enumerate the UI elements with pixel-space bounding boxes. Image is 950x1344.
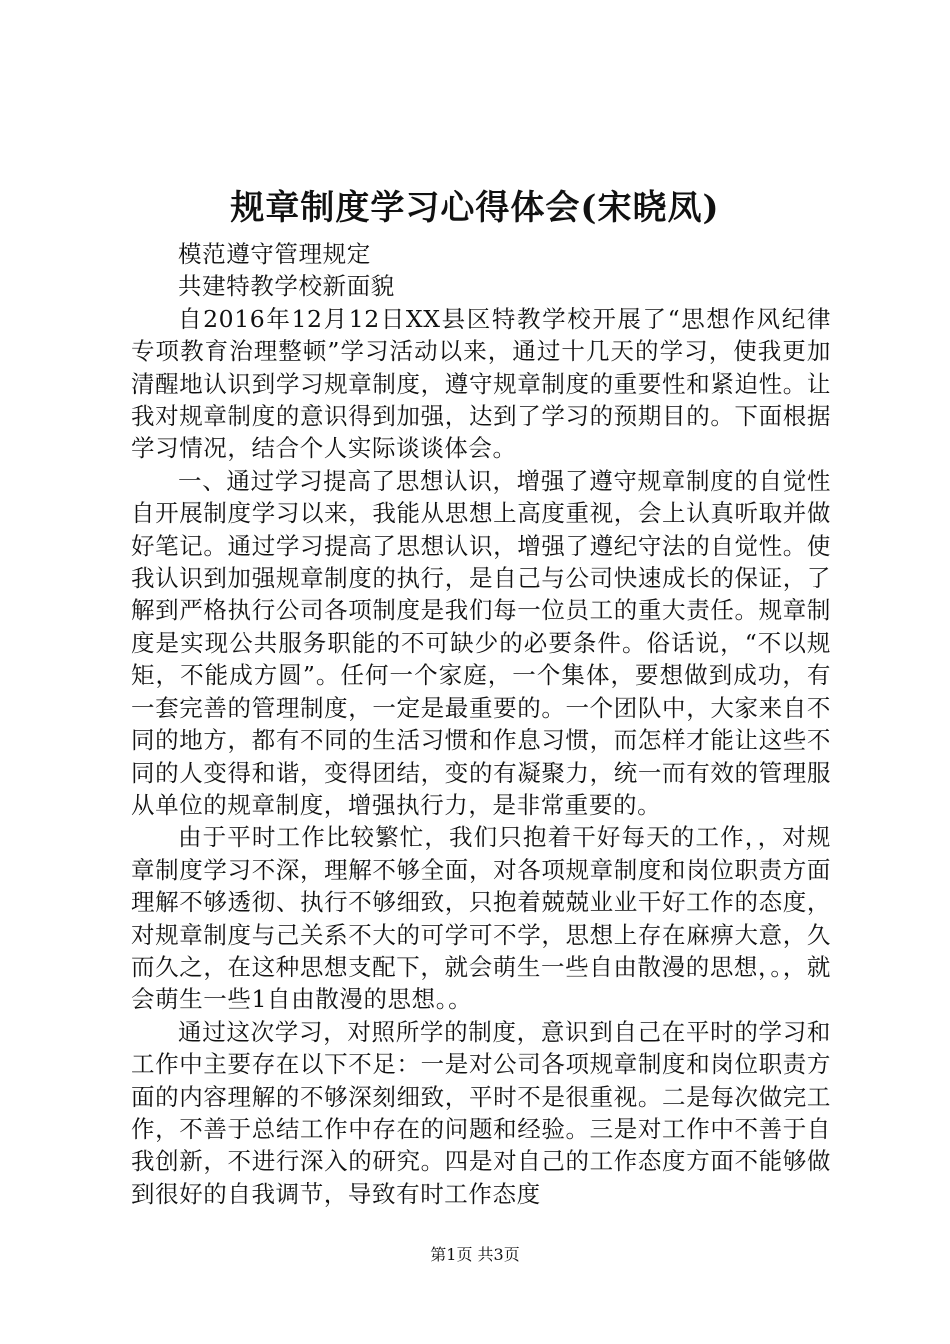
paragraph-subtitle-2: 共建特教学校新面貌 xyxy=(178,272,395,301)
document-title: 规章制度学习心得体会(宋晓凤) xyxy=(230,188,720,228)
paragraph-section-1: 一、通过学习提高了思想认识，增强了遵守规章制度的自觉性自开展制度学习以来，我能从思想上高度重视，会上认真听取并做好笔记。通过学习提高了思想认识，增强了遵纪守法的自觉性。使我认识到加强规章制度的执行，是自己与公司快速成长的保证，了解到严格执行公司各项制度是我们每一位员工的重大责任。规章制度是实现公共服务职能的不可缺少的必要条件。俗话说，“不以规矩，不能成方圆”。任何一个家庭，一个集体，要想做到成功，有一套完善的管理制度，一定是最重要的。一个团队中，大家来自不同的地方，都有不同的生活习惯和作息习惯，而怎样才能让这些不同的人变得和谐，变得团结，变的有凝聚力，统一而有效的管理服从单位的规章制度，增强执行力，是非常重要的。 xyxy=(131,466,831,819)
paragraph-reflection: 通过这次学习，对照所学的制度，意识到自己在平时的学习和工作中主要存在以下不足：一是对公司各项规章制度和岗位职责方面的内容理解的不够深刻细致，平时不是很重视。二是每次做完工作，不善于总结工作中存在的问题和经验。三是对工作中不善于自我创新，不进行深入的研究。四是对自己的工作态度方面不能够做到很好的自我调节，导致有时工作态度 xyxy=(131,1017,831,1208)
document-body xyxy=(131,238,831,1210)
paragraph-intro: 自2016年12月12日XX县区特教学校开展了“思想作风纪律专项教育治理整顿”学习活动以来，通过十几天的学习，使我更加清醒地认识到学习规章制度，遵守规章制度的重要性和紧迫性。让我对规章制度的意识得到加强，达到了学习的预期目的。下面根据学习情况，结合个人实际谈谈体会。 xyxy=(131,304,831,463)
paragraph-subtitle-1: 模范遵守管理规定 xyxy=(178,240,371,268)
paragraph-shortcomings: 由于平时工作比较繁忙，我们只抱着干好每天的工作，，对规章制度学习不深，理解不够全面，对各项规章制度和岗位职责方面理解不够透彻、执行不够细致，只抱着兢兢业业干好工作的态度，对规章制度与己关系不大的可学可不学，思想上存在麻痹大意，久而久之，在这种思想支配下，就会萌生一些自由散漫的思想，。，就会萌生一些1自由散漫的思想。。 xyxy=(131,823,831,1014)
page-footer: 第1页 共3页 xyxy=(430,1245,520,1264)
